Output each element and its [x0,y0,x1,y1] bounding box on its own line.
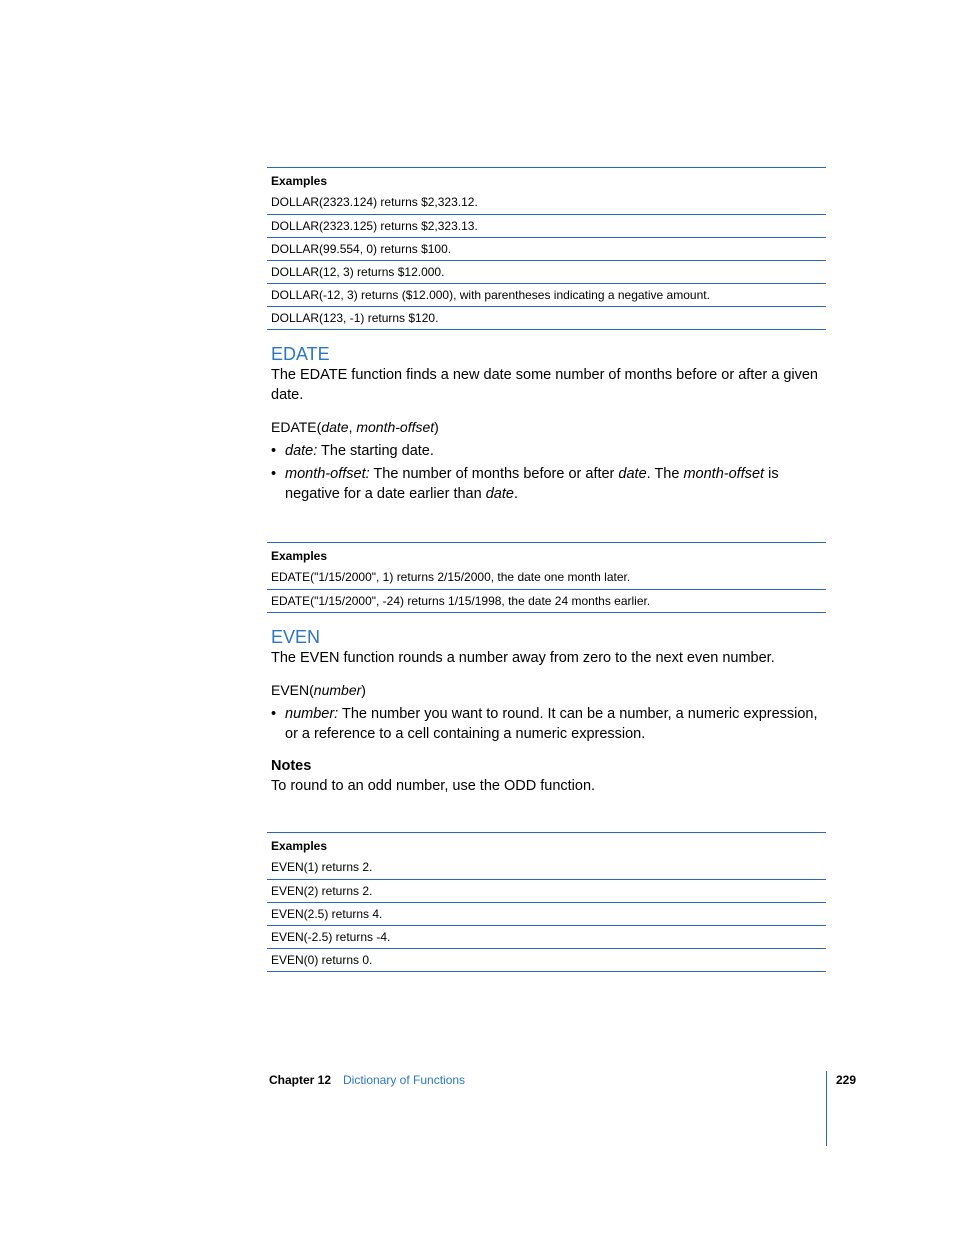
chapter-label: Chapter 12 [269,1073,332,1087]
page-content [267,167,826,972]
examples-header: Examples [271,839,328,853]
table-row: EVEN(2.5) returns 4. [267,903,826,926]
chapter-title-link[interactable]: Dictionary of Functions [343,1073,466,1087]
edate-description: The EDATE function finds a new date some number of months before or after a given date. [271,367,818,403]
footer-divider [826,1071,827,1146]
table-row: EVEN(-2.5) returns -4. [267,926,826,949]
table-row: EVEN(1) returns 2. [267,856,826,880]
even-heading: EVEN [271,627,321,647]
table-row: DOLLAR(99.554, 0) returns $100. [267,238,826,261]
syntax-function-name: EVEN [271,682,310,698]
examples-header: Examples [271,549,328,563]
notes-heading: Notes [271,758,312,774]
even-examples-table [267,832,826,972]
edate-examples-table [267,542,826,613]
table-row: EVEN(2) returns 2. [267,880,826,903]
list-item: • date: The starting date. [271,443,434,459]
list-item: • number: The number you want to round. It can be a number, a numeric expression, or a reference to a cell containing a numeric expression. [271,706,818,742]
page-footer [269,1070,859,1092]
table-row: EDATE("1/15/2000", 1) returns 2/15/2000, the date one month later. [267,566,826,590]
notes-text: To round to an odd number, use the ODD function. [271,778,596,794]
list-item: • month-offset: The number of months before or after date. The month-offset is negative for a date earlier than date. [271,466,779,502]
edate-syntax: EDATE(date, month-offset) [271,419,439,435]
table-row: EDATE("1/15/2000", -24) returns 1/15/1998, the date 24 months earlier. [267,590,826,613]
edate-heading: EDATE [271,344,330,364]
syntax-function-name: EDATE [271,419,317,435]
dollar-examples-table [267,167,826,330]
edate-arguments-list [267,441,826,504]
table-row: DOLLAR(2323.125) returns $2,323.13. [267,215,826,238]
table-row: EVEN(0) returns 0. [267,949,826,972]
page-number: 229 [835,1073,856,1087]
table-row: DOLLAR(-12, 3) returns ($12.000), with parentheses indicating a negative amount. [267,284,826,307]
examples-header: Examples [271,174,328,188]
table-row: DOLLAR(123, -1) returns $120. [267,307,826,330]
table-row: DOLLAR(2323.124) returns $2,323.12. [267,191,826,215]
even-description: The EVEN function rounds a number away from zero to the next even number. [271,650,775,666]
even-arguments-list [267,704,826,744]
table-row: DOLLAR(12, 3) returns $12.000. [267,261,826,284]
even-syntax: EVEN(number) [271,682,366,698]
